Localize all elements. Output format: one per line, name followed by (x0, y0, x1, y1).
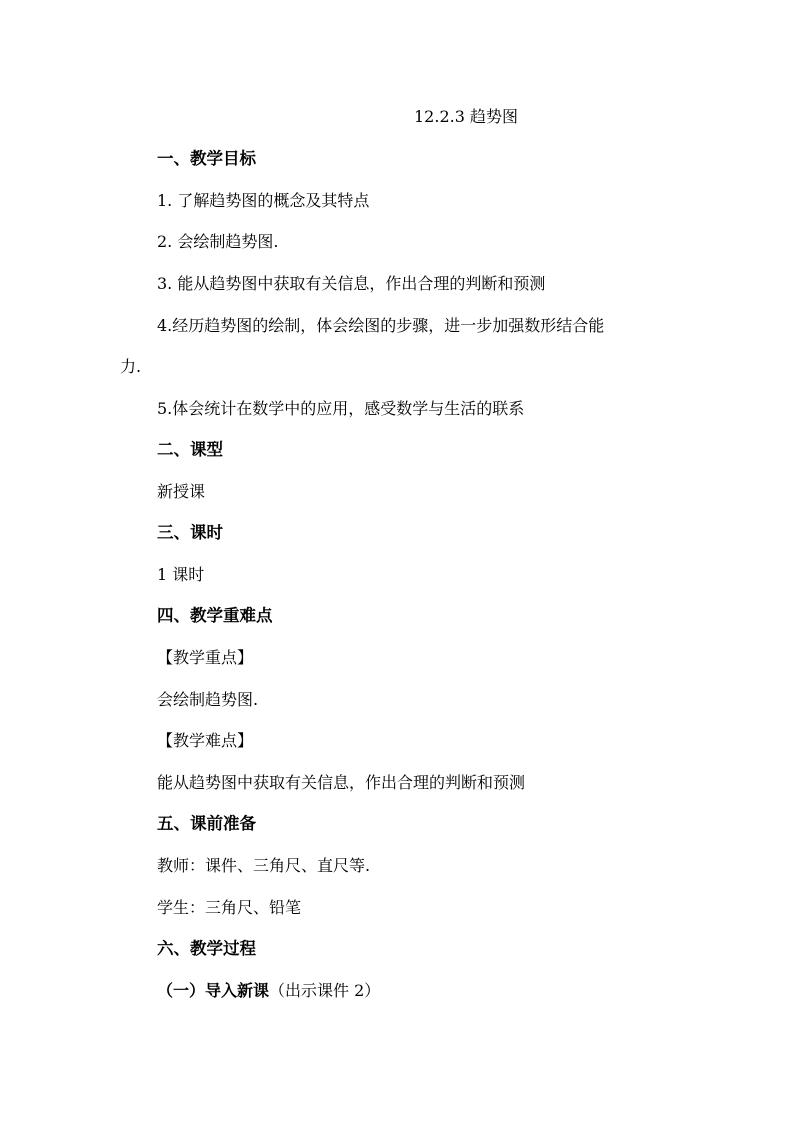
document-title-text: 12.2.3 趋势图 (414, 107, 518, 126)
process-subheading-title: （一）导入新课 (157, 981, 270, 1000)
lesson-type-text: 新授课 (157, 482, 206, 501)
key-point-text: 会绘制趋势图. (157, 690, 259, 709)
objective-4-line-1: 4.经历趋势图的绘制，体会绘图的步骤，进一步加强数形结合能 (157, 316, 605, 335)
process-subheading (157, 981, 380, 1001)
difficult-point-label: 【教学难点】 (157, 731, 254, 750)
teacher-prep-text: 教师：课件、三角尺、直尺等. (157, 856, 371, 875)
process-heading: 六、教学过程 (157, 939, 256, 958)
objective-2: 2. 会绘制趋势图. (157, 232, 279, 251)
key-point-label: 【教学重点】 (157, 648, 254, 667)
objective-5: 5.体会统计在数学中的应用，感受数学与生活的联系 (157, 399, 525, 418)
student-prep-text: 学生：三角尺、铅笔 (157, 898, 302, 917)
key-points-heading: 四、教学重难点 (157, 606, 273, 625)
objective-3: 3. 能从趋势图中获取有关信息，作出合理的判断和预测 (157, 274, 546, 293)
process-subheading-note: （出示课件 2） (269, 981, 381, 1000)
difficult-point-text: 能从趋势图中获取有关信息，作出合理的判断和预测 (157, 773, 526, 792)
objective-1: 1. 了解趋势图的概念及其特点 (157, 191, 370, 210)
lesson-type-heading: 二、课型 (157, 440, 223, 459)
hours-heading: 三、课时 (157, 523, 223, 542)
document-title (0, 107, 794, 127)
preparation-heading: 五、课前准备 (157, 814, 256, 833)
hours-text: 1 课时 (157, 565, 205, 584)
objectives-heading: 一、教学目标 (157, 149, 256, 168)
objective-4-line-2: 力. (120, 357, 142, 376)
